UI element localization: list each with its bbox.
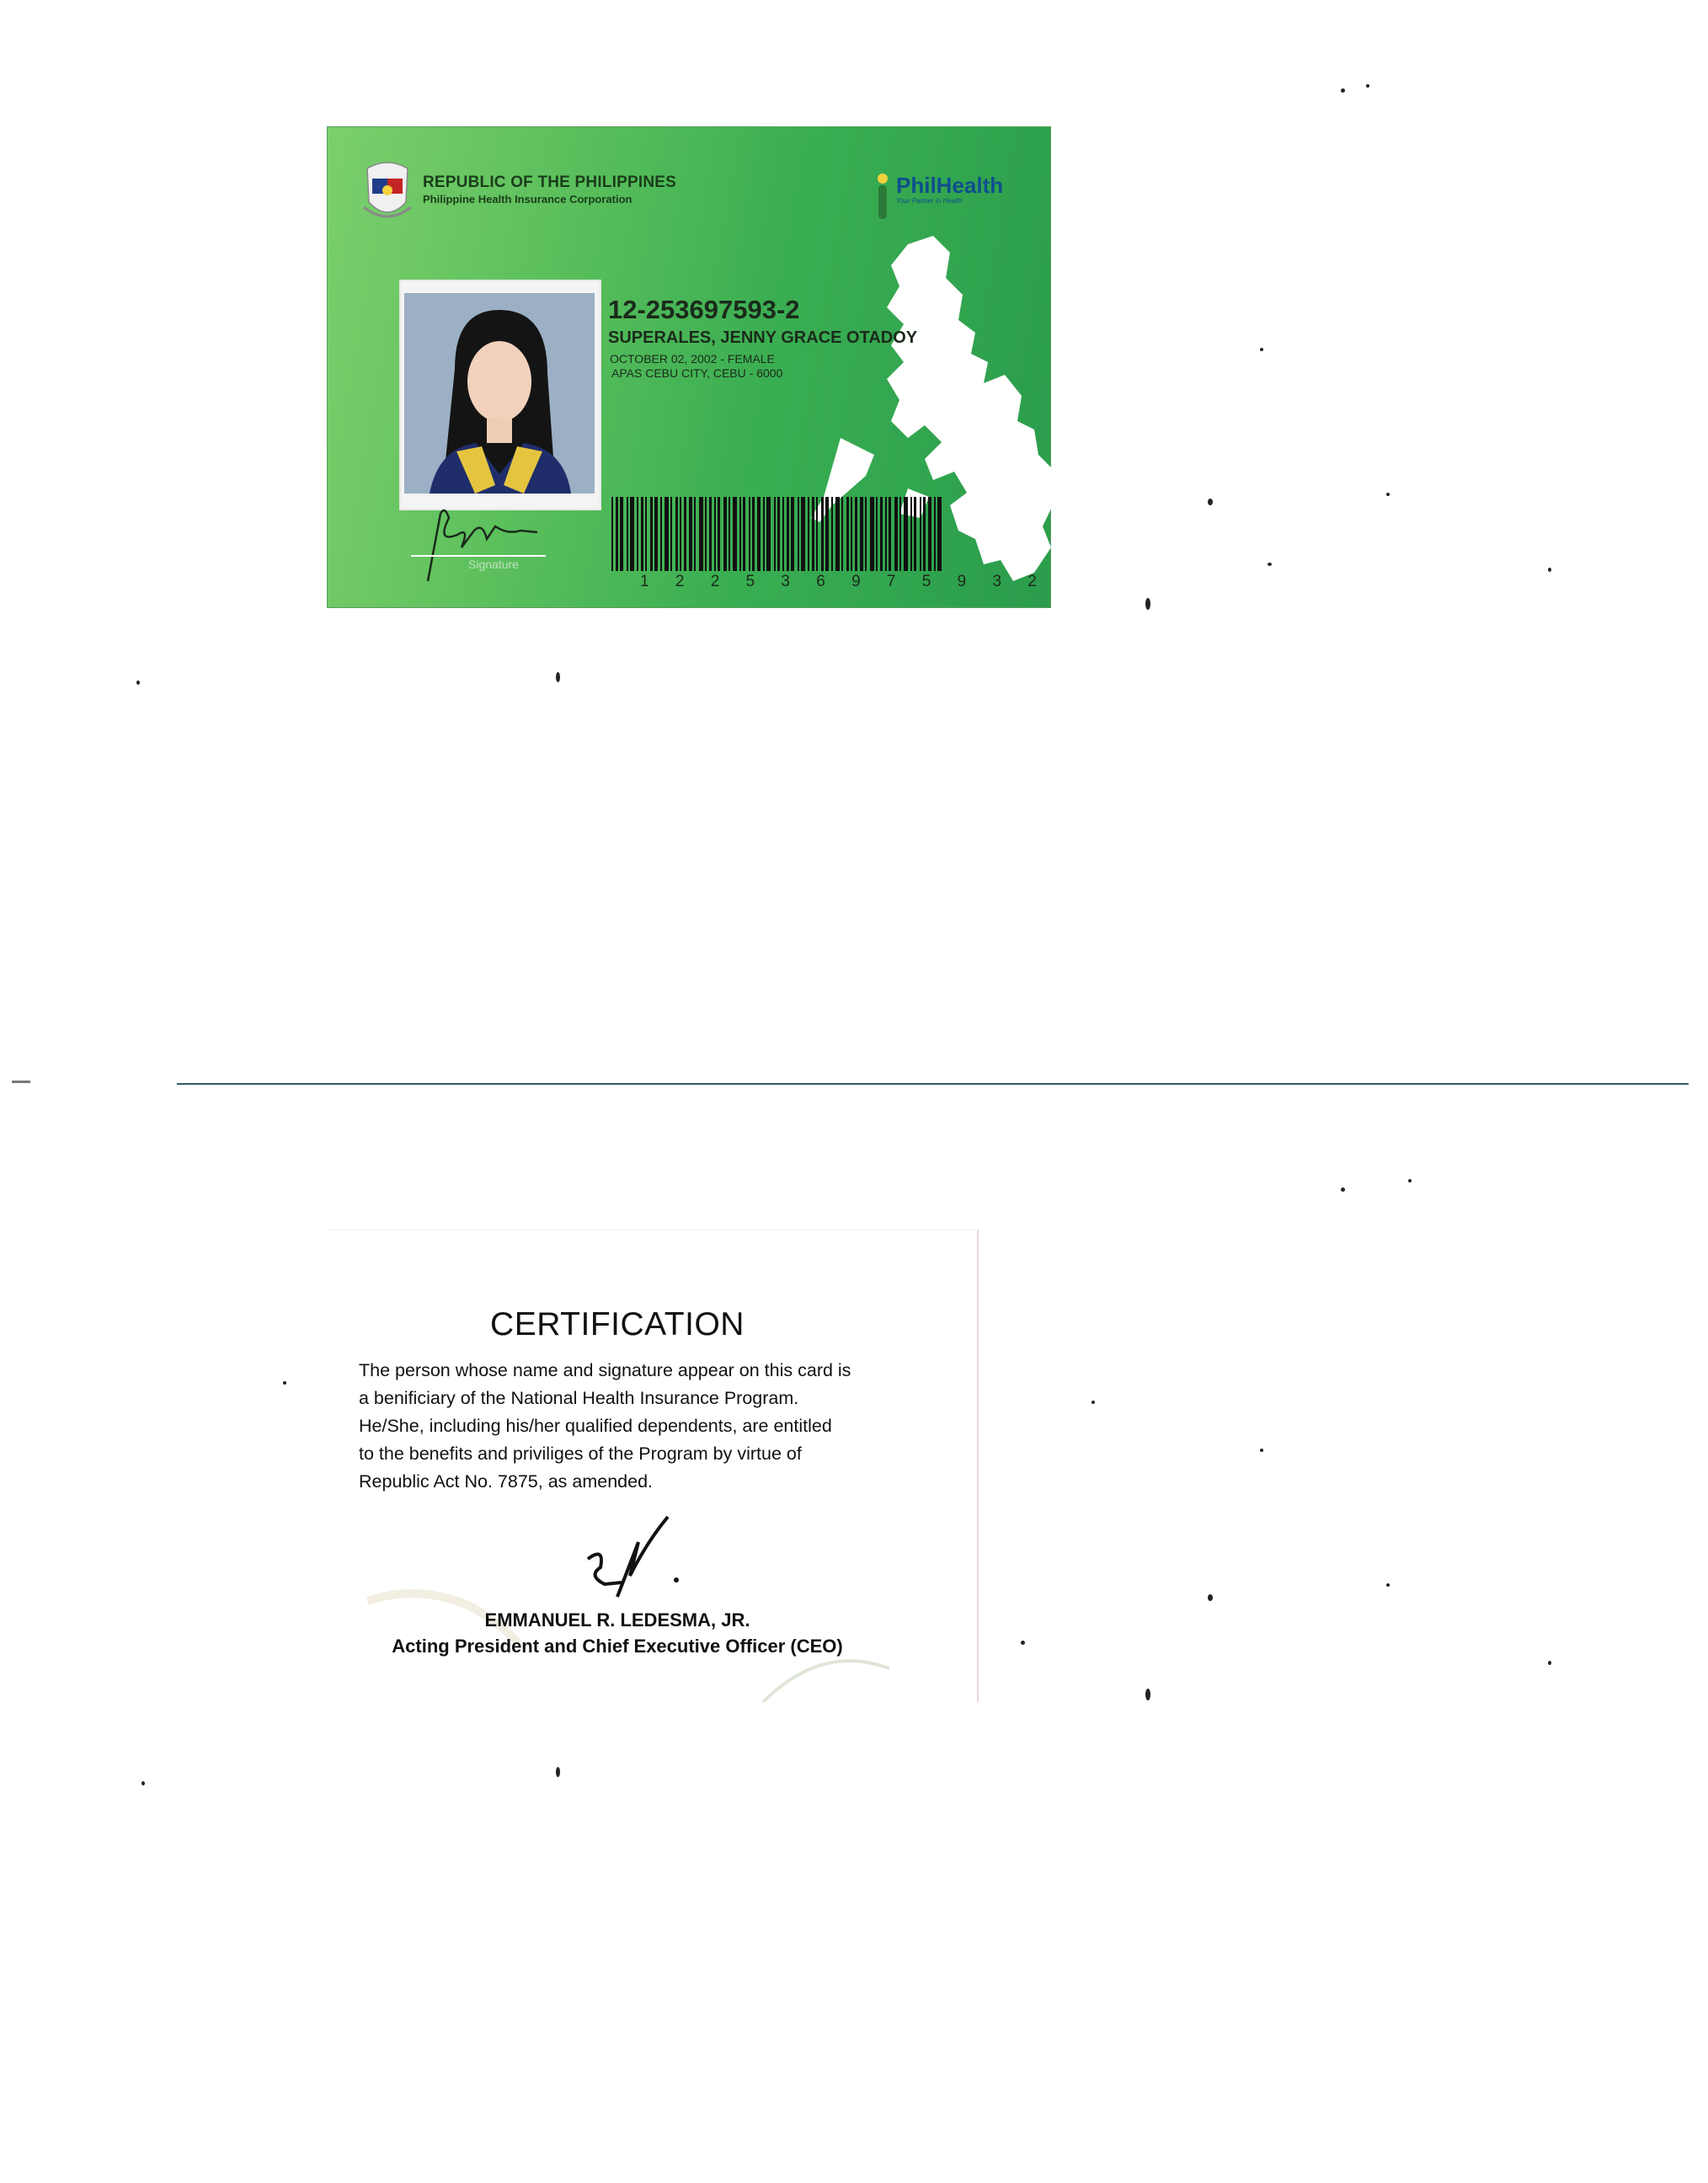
scan-speck: [1548, 1661, 1551, 1665]
barcode-bar: [798, 497, 799, 571]
barcode-bar: [899, 497, 901, 571]
barcode-bar: [808, 497, 809, 571]
birthdate-sex: OCTOBER 02, 2002 - FEMALE: [610, 352, 775, 366]
scan-speck: [1208, 1594, 1213, 1601]
barcode: [608, 497, 953, 573]
certification-title: CERTIFICATION: [490, 1306, 745, 1342]
barcode-bar: [714, 497, 716, 571]
philhealth-id-number: 12-253697593-2: [608, 295, 800, 324]
barcode-bar: [641, 497, 643, 571]
scan-speck: [1386, 493, 1390, 496]
government-seal-icon: [360, 158, 414, 226]
barcode-bar: [777, 497, 780, 571]
scan-speck: [141, 1781, 145, 1785]
barcode-bar: [749, 497, 750, 571]
barcode-bar: [928, 497, 931, 571]
philhealth-tagline: Your Partner in Health: [896, 197, 963, 205]
header-title: REPUBLIC OF THE PHILIPPINES: [423, 173, 676, 191]
scan-speck: [1021, 1641, 1025, 1645]
scan-speck: [1268, 563, 1272, 566]
barcode-bar: [637, 497, 638, 571]
certification-line: The person whose name and signature appear on this card is: [359, 1360, 851, 1380]
barcode-bar: [729, 497, 730, 571]
barcode-bar: [825, 497, 829, 571]
barcode-bar: [831, 497, 833, 571]
scan-speck: [1092, 1401, 1095, 1404]
ceo-signature: [571, 1508, 689, 1601]
philhealth-id-card-front: [327, 126, 1051, 608]
header-subtitle: Philippine Health Insurance Corporation: [423, 193, 632, 205]
barcode-bar: [627, 497, 628, 571]
scan-speck: [136, 681, 140, 685]
barcode-bar: [680, 497, 681, 571]
barcode-bar: [835, 497, 840, 571]
certification-line: He/She, including his/her qualified dependents, are entitled: [359, 1416, 832, 1436]
barcode-bar: [611, 497, 613, 571]
scan-speck: [556, 672, 560, 682]
barcode-bar: [763, 497, 765, 571]
barcode-bar: [787, 497, 789, 571]
barcode-bar: [699, 497, 703, 571]
signatory-name: EMMANUEL R. LEDESMA, JR.: [484, 1609, 750, 1631]
barcode-bar: [851, 497, 852, 571]
barcode-bar: [910, 497, 912, 571]
signature-label: Signature: [468, 558, 519, 571]
barcode-bar: [860, 497, 863, 571]
scan-speck: [1145, 1689, 1150, 1700]
barcode-bar: [705, 497, 707, 571]
barcode-bar: [865, 497, 867, 571]
barcode-bar: [821, 497, 824, 571]
member-address: APAS CEBU CITY, CEBU - 6000: [611, 366, 783, 380]
barcode-bar: [791, 497, 794, 571]
signatory-title: Acting President and Chief Executive Officer (CEO): [392, 1636, 843, 1657]
barcode-bar: [880, 497, 883, 571]
barcode-bar: [616, 497, 618, 571]
certification-line: a benificiary of the National Health Insurance Program.: [359, 1388, 799, 1408]
barcode-bar: [876, 497, 878, 571]
barcode-bar: [645, 497, 647, 571]
barcode-bar: [782, 497, 784, 571]
id-photo: [404, 293, 595, 494]
scan-speck: [1548, 568, 1551, 572]
barcode-bar: [920, 497, 921, 571]
barcode-bar: [689, 497, 692, 571]
barcode-bar: [923, 497, 926, 571]
barcode-bar: [801, 497, 805, 571]
certification-line: Republic Act No. 7875, as amended.: [359, 1471, 653, 1492]
barcode-bar: [812, 497, 814, 571]
barcode-bar: [675, 497, 678, 571]
barcode-bar: [904, 497, 908, 571]
barcode-bar: [694, 497, 696, 571]
barcode-bar: [752, 497, 755, 571]
barcode-bar: [743, 497, 745, 571]
barcode-bar: [894, 497, 898, 571]
barcode-bar: [709, 497, 712, 571]
barcode-bar: [937, 497, 942, 571]
barcode-bar: [816, 497, 818, 571]
scan-speck: [556, 1767, 560, 1777]
barcode-bar: [620, 497, 623, 571]
scan-speck: [1386, 1583, 1390, 1587]
scan-speck: [1145, 598, 1150, 610]
barcode-bar: [757, 497, 761, 571]
member-signature: [403, 497, 554, 590]
barcode-bar: [670, 497, 672, 571]
barcode-bar: [774, 497, 776, 571]
barcode-bar: [934, 497, 936, 571]
scan-speck: [1408, 1179, 1412, 1182]
scan-speck: [1208, 499, 1213, 505]
scan-speck: [283, 1381, 286, 1385]
scan-speck: [1260, 348, 1263, 351]
barcode-bar: [766, 497, 771, 571]
barcode-bar: [870, 497, 874, 571]
scan-speck: [1341, 1188, 1345, 1192]
barcode-bar: [855, 497, 857, 571]
barcode-bar: [914, 497, 916, 571]
barcode-bar: [650, 497, 653, 571]
philhealth-id-card-back: [327, 1230, 979, 1702]
barcode-bar: [684, 497, 686, 571]
barcode-bar: [660, 497, 662, 571]
philhealth-logo-text: PhilHealth: [896, 173, 1004, 198]
barcode-bar: [654, 497, 658, 571]
scan-speck: [1260, 1449, 1263, 1452]
scan-speck: [1366, 84, 1369, 88]
barcode-bar: [846, 497, 849, 571]
barcode-bar: [718, 497, 720, 571]
scan-speck: [1341, 88, 1345, 93]
member-name: SUPERALES, JENNY GRACE OTADOY: [608, 328, 918, 347]
barcode-number: 1 2 2 5 3 6 9 7 5 9 3 2: [640, 573, 1048, 590]
barcode-bar: [723, 497, 727, 571]
barcode-bar: [665, 497, 669, 571]
fold-line-mark: [12, 1081, 30, 1083]
barcode-bar: [841, 497, 843, 571]
barcode-bar: [739, 497, 741, 571]
page-divider: [177, 1083, 1689, 1085]
barcode-bar: [885, 497, 887, 571]
barcode-bar: [889, 497, 891, 571]
certification-line: to the benefits and priviliges of the Program by virtue of: [359, 1444, 802, 1464]
id-photo-frame: [399, 280, 601, 510]
barcode-bar: [630, 497, 634, 571]
barcode-bar: [733, 497, 737, 571]
certification-body: [359, 1357, 915, 1496]
